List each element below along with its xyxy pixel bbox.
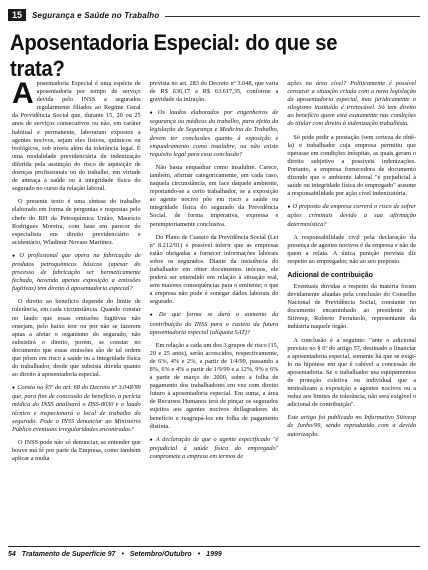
answer: O INSS pode não só denunciar, se entender que houve má fé por parte da Empresa, como também aplicar a multa <box>12 438 141 463</box>
paragraph: Só pode pedir a prestação (sem certeza de obtê-la) o trabalhador cuja empresa permitiu que operasse em condições inóspitas, as quais geram o direito subjetivo a possíveis indenizações. Portanto, a empresa fornecedora de documento dizendo que o ambiente laboral "é prejudicial à saúde ou integridade física do empregado" assume a responsabilidade por ação cível indenizatória. <box>287 133 417 198</box>
issue-months: Setembro/Outubro <box>129 551 192 558</box>
question <box>287 203 416 228</box>
subheading: Adicional de contribuição <box>287 271 373 279</box>
bullet-icon: ● <box>149 437 154 443</box>
article-body <box>12 77 417 532</box>
question <box>150 436 279 461</box>
paragraph: Eventuais dúvidas a respeito da matéria foram devidamente aluadas pela conclusão do Conselho Nacional de Previdência Social, constante no documento encaminhado ao presidente do Sitivesp, Roberto Ferraiuolo, representante da indústria naquele órgão. <box>287 282 417 331</box>
answer-continued: ações na área cível? Politicamente é possível censurar a situação criada com a nova legislação da aposentadoria especial, mas juridicamente o silogismo instituído é irretocável. Só tem direito ao benefício quem está exatamente nas condições do titular com direito à indenização trabalhista. <box>287 80 417 128</box>
bullet-icon: ● <box>149 313 157 319</box>
bullet-icon: ● <box>12 386 16 392</box>
question-text: O profissional que opera na fabricação de produtos petroquímicos básicos (apesar do processo de fabricação ser hermeticamente fechado, havendo apenas exposição a emissões fugitivas) tem direito à aposentadoria especial? <box>12 251 141 293</box>
question-text: O preposto da empresa correrá o risco de sofrer ações criminais devido a sua afirmação determinística? <box>287 203 417 228</box>
column-2 <box>150 80 279 532</box>
question-text: Os laudos elaborados por engenheiros de segurança ou médicos do trabalho, para efeito da legislação de Segurança e Medicina do Trabalho, devem ter conclusões quanto à exposição e enquadramento como insalubre, ou não existe requisito legal para essa conclusão? <box>149 109 279 158</box>
question-text: A declaração de que o agente especificado "é prejudicial à saúde física do empregado" compromete a empresa em termos de <box>149 435 279 460</box>
question <box>12 252 141 293</box>
issue-year: 1999 <box>206 551 222 558</box>
answer: Não basta enquadrar como insalubre. Carece, também, afirmar categoricamente, em cada caso, naquela circunstância, em face daquele ambiente, reportando-se a certo trabalhador, se a exposição ao agente nocivo põe em risco a saúde ou integridade física do segurado da Previdência Social, de forma imperativa, expressa e peremptoriamente conclusiva. <box>149 163 279 228</box>
bullet-icon: ● <box>149 111 156 117</box>
question-text: De que forma se dará o aumento da contribuição do INSS para o custeio da futura aposentadoria especial (alíquota SAT)? <box>149 311 279 336</box>
question <box>150 109 279 159</box>
header-rule <box>165 16 420 17</box>
paragraph: prevista no art. 283 do Decreto nº 3.048, que varia de R$ 636,17 a R$ 63.617,35, conforme a gravidade da infração. <box>149 80 279 104</box>
intro-paragraph <box>12 77 141 193</box>
paragraph: Do Plano de Custeio da Previdência Social (Lei nº 8.212/91) é possível inferir que as empresas estão obrigadas a fornecer informações laborais sobre os segurados. Diante da insistência do trabalhador em obter documentos inócuos, ele poderá ser entendido em relação à situação real, sem maiores consequências para o emitente; o que a empresa não pode é sonegar dados laborais do segurado. <box>149 233 279 306</box>
question <box>150 311 279 336</box>
section-number-badge: 15 <box>8 9 26 21</box>
separator: • <box>121 551 124 558</box>
page-footer <box>8 546 420 561</box>
paragraph: A conclusão é a seguinte: "ante o adicional previsto no § 6º do artigo 57, destinado a financiar a aposentadoria especial, somente há que se exigi-lo na hipótese em que é cabível a concessão de aposentadoria. Se o trabalhador usa equipamentos de proteção coletiva ou individual que a neutralizam a exposição a agentes nocivos ou a reduz aos limites de tolerância, não será exigível o adicional de contribuição". <box>287 336 417 409</box>
paragraph: O presente texto é uma síntese do trabalho elaborado em forma de perguntas e respostas pelo chefe do RH da Petroquímica União, Maurício Rodrigues Moreira, com base em parecer do especialista em direito previdenciário e acidentário, Wladimir Novaes Martinez. <box>12 198 141 246</box>
question <box>12 384 141 434</box>
question-text: Consta no §5º do art. 68 do Decreto nº 3.048/99 que, para fins de concessão de benefício, a perícia médica do INSS analisará o DSS-8030 e o laudo técnico e inspecionará o local de trabalho do segurado. Pode o INSS denunciar ao Ministério Público eventuais irregularidades encontradas? <box>12 384 141 433</box>
section-header <box>8 8 420 22</box>
answer: A responsabilidade civil pela declaração da presença de agentes nocivos é da empresa e não de quem a relata. A única punição prevista diz respeito ao empregador, não ao seu preposto. <box>287 233 417 265</box>
drop-cap: A <box>12 77 34 110</box>
magazine-name: Tratamento de Superfície 97 <box>21 551 116 558</box>
intro-text: posentadoria Especial é uma espécie de aposentadoria por tempo de serviço devida pelo INSS a segurados regularmente filiados ao Regime Geral da Previdência Social que, durante 15, 20 ou 25 anos de serviços consecutivos ou não, em caráter habitual e permanente, laboraram expostos a agentes nocivos, sejam eles físicos, químicos ou biológicos, sob níveis além da tolerância legal. É uma modalidade previdenciária de indenização diferida pela assunção do risco de aquisição de doenças profissionais ou do trabalho, em virtude de ameaça à saúde ou à integridade física do segurado no curso da relação laboral. <box>12 80 141 193</box>
column-1 <box>12 77 141 532</box>
section-name: Segurança e Saúde no Trabalho <box>32 10 160 20</box>
answer: O direito ao benefício depende do limite de tolerância, em cada circunstância. Quando constar no laudo que essas emissões fugitivas não ensejam, pelo baixo teor ou por não se fazerem aptas a afetar o organismo do segurado, não subsistirá o direito, porém, se constar no documento que essas emissões são de tal ordem que põem em risco a saúde ou a integridade física do trabalhador, desde que subsista dúvida quanto ao direito à aposentadoria especial. <box>12 298 141 379</box>
bullet-icon: ● <box>287 205 291 211</box>
page-number: 54 <box>8 551 16 558</box>
article-title: Aposentadoria Especial: do que se trata? <box>10 30 338 81</box>
source-note: Este artigo foi publicado no Informativo Sitivesp de Junho/99, sendo reproduzido com a devida autorização. <box>287 414 417 438</box>
answer: Em relação a cada um dos 3 grupos de risco (15, 20 e 25 anos), serão acrescidos, respectivamente, de 6%, 4% e 2%, a partir de 1/4/99, passando a 8%, 6% e 4% a partir de 1/9/99 e a 12%, 9% e 6% a partir de março de 2000, sobre a folha de pagamento dos trabalhadores em vez com direito futuro à aposentadoria especial. Em suma, a área de Recursos Humanos terá de pinçar os segurados sujeitos aos agentes nocivos deflagradores do benefício e reagrupá-los em folha de pagamento distinta. <box>149 341 279 430</box>
separator: • <box>197 551 201 558</box>
bullet-icon: ● <box>12 253 18 259</box>
column-3 <box>287 80 416 532</box>
